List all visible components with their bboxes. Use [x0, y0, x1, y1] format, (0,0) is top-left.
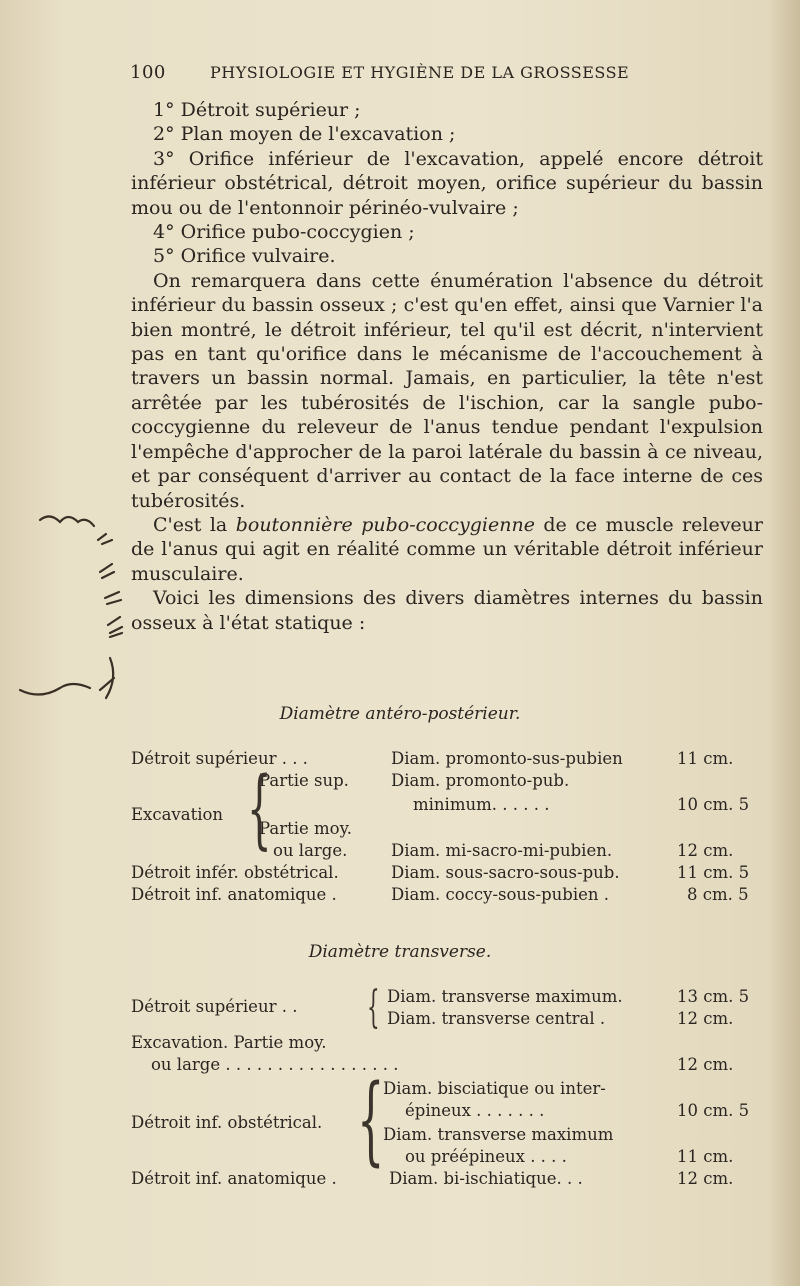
- row-label: Détroit inf. anatomique .: [131, 885, 337, 904]
- sub-label: ou large.: [273, 841, 348, 860]
- paragraph: [131, 513, 763, 586]
- paragraph-text: C'est la: [153, 513, 236, 536]
- list-item: 1° Détroit supérieur ;: [153, 99, 361, 121]
- list-item: 5° Orifice vulvaire.: [153, 245, 336, 268]
- diameter-name: Diam. coccy-sous-pubien .: [391, 885, 610, 904]
- diameter-value: 11 cm. 5: [677, 863, 750, 882]
- diameter-name: épineux . . . . . . .: [405, 1101, 545, 1120]
- tr-table-title: Diamètre transverse.: [308, 942, 492, 962]
- row-label: Détroit inf. anatomique .: [131, 1169, 337, 1188]
- sub-label: Partie sup.: [259, 771, 349, 790]
- paragraph: On remarquera dans cette énumération l'absence du détroit inférieur du bassin osseux ; c'est qu'en effet, ainsi que Varnier l'a bien montré, le détroit inférieur, tel qu'il est décrit, n'intervient pas en tant qu'orifice dans le mécanisme de l'accouchement à travers un bassin normal. Jamais, en particulier, la tête n'est arrêtée par les tubérosités de l'ischion, car la sangle pubo-coccygienne du releveur de l'anus tendue pendant l'expulsion l'empêche d'approcher de la paroi latérale du bassin à ce niveau, et par conséquent d'arriver au contact de la face interne de ces tubérosités.: [131, 269, 763, 512]
- diameter-value: 8 cm. 5: [687, 885, 749, 904]
- diameter-value: 10 cm. 5: [677, 795, 750, 814]
- emphasis-term: boutonnière pubo-coccygienne: [235, 513, 535, 536]
- diameter-name: Diam. sous-sacro-sous-pub.: [391, 863, 620, 882]
- diameter-name: Diam. bisciatique ou inter-: [383, 1079, 606, 1098]
- sub-label: Partie moy.: [259, 819, 352, 838]
- diameter-name: ou préépineux . . . .: [405, 1147, 567, 1166]
- paragraph-text: de ce muscle releveur de l'anus qui agit en réalité comme un véritable détroit inférieur musculaire.: [131, 513, 763, 585]
- diameter-name: Diam. transverse maximum.: [387, 987, 623, 1006]
- body-text: [131, 98, 763, 635]
- diameter-value: 12 cm.: [677, 1009, 734, 1028]
- diameter-value: 12 cm.: [677, 841, 734, 860]
- row-label: ou large . . . . . . . . . . . . . . . . .: [151, 1055, 399, 1074]
- diameter-name: Diam. transverse central .: [387, 1009, 606, 1028]
- ap-table-title: Diamètre antéro-postérieur.: [279, 704, 521, 724]
- diameter-value: 10 cm. 5: [677, 1101, 750, 1120]
- diameter-name: Diam. promonto-pub.: [391, 771, 570, 790]
- brace: {: [367, 982, 380, 1033]
- diameter-name: Diam. promonto-sus-pubien: [391, 749, 623, 768]
- diameter-value: 12 cm.: [677, 1169, 734, 1188]
- diameter-value: 12 cm.: [677, 1055, 734, 1074]
- diameter-name: Diam. transverse maximum: [383, 1125, 614, 1144]
- diameter-value: 11 cm.: [677, 749, 734, 768]
- diameter-name: Diam. bi-ischiatique. . .: [389, 1169, 583, 1188]
- page-number: 100: [130, 62, 166, 83]
- list-item: 2° Plan moyen de l'excavation ;: [153, 123, 456, 146]
- list-item: 3° Orifice inférieur de l'excavation, appelé encore détroit inférieur obstétrical, détroit moyen, orifice supérieur du bassin mou ou de l'entonnoir périnéo-vulvaire ;: [131, 147, 763, 219]
- row-label: Détroit supérieur . . .: [131, 749, 308, 768]
- brace: {: [247, 759, 272, 859]
- diameter-name: minimum. . . . . .: [413, 795, 550, 814]
- row-label: Détroit inf. obstétrical.: [131, 1113, 323, 1132]
- paragraph: Voici les dimensions des divers diamètres internes du bassin osseux à l'état statique :: [131, 587, 763, 634]
- row-label: Détroit infér. obstétrical.: [131, 863, 339, 882]
- row-label: Excavation: [131, 805, 224, 824]
- diameter-value: 11 cm.: [677, 1147, 734, 1166]
- diameter-name: Diam. mi-sacro-mi-pubien.: [391, 841, 613, 860]
- diameter-value: 13 cm. 5: [677, 987, 750, 1006]
- list-item: 4° Orifice pubo-coccygien ;: [153, 221, 415, 244]
- brace: {: [357, 1064, 385, 1176]
- row-label: Excavation. Partie moy.: [131, 1033, 327, 1052]
- handwritten-marginal-marks: [0, 480, 125, 720]
- running-title: PHYSIOLOGIE ET HYGIÈNE DE LA GROSSESSE: [210, 63, 630, 82]
- row-label: Détroit supérieur . .: [131, 997, 298, 1016]
